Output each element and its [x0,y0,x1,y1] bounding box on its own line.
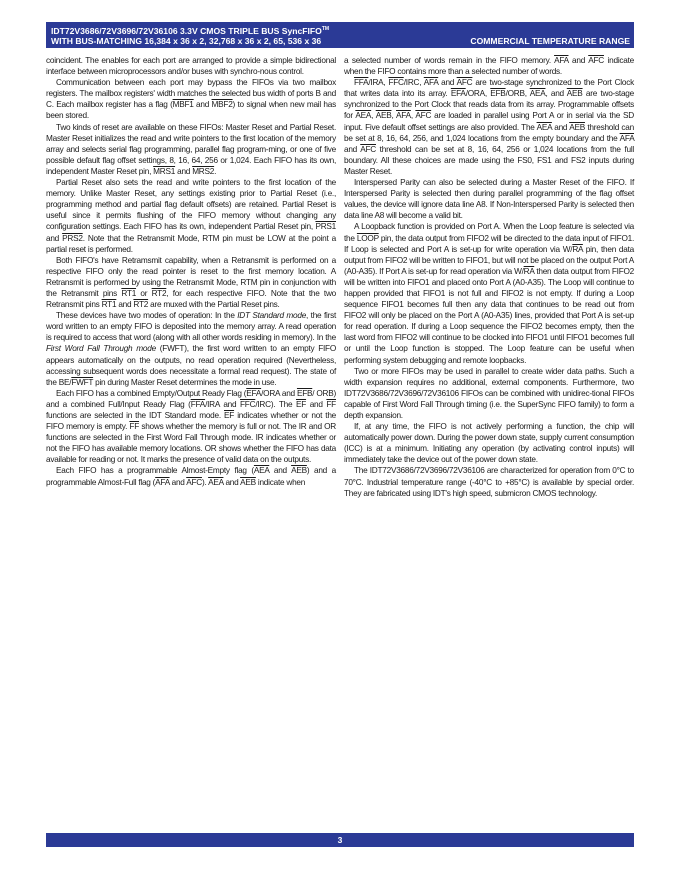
header-title-line2: WITH BUS-MATCHING 16,384 x 36 x 2, 32,768 x 36 x 2, 65, 536 x 36 [51,36,322,46]
signal-name: $\overline{FFC}$ [388,78,404,88]
signal-name: RT2 [151,288,167,298]
left-column [46,55,336,488]
paragraph: These devices have two modes of operation: In the IDT Standard mode, the first word written to an empty FIFO is deposited into the memory array. A read operation is required to access that word (along with all other words residing in memory). In the First Word Fall Through mode (FWFT), the first word written to an empty FIFO appears automatically on the outputs, no read operation required (Nevertheless, accessing subsequent words does necessitate a formal read request). The state of the BE/FWFT pin during Master Reset determines the mode in use. [46,311,336,387]
signal-name: MRS2 [192,166,215,176]
paragraph: Two or more FIFOs may be used in parallel to create wider data paths. Such a width expansion requires no additional, external components. Furthermore, two IDT72V3686/72V3696/72V36106 FIFOs can be combined with unidirec-tional FIFOs capable of First Word Fall Through timing (i.e. the SuperSync FIFO family) to form a depth expansion. [344,366,634,420]
signal-name: $\overline{FFC}$ [240,399,256,409]
paragraph: coincident. The enables for each port are arranged to provide a simple bidirectional interface between microprocessors and/or buses with synchro-nous control. [46,56,336,77]
signal-name: $\overline{AFA}$ [423,78,439,88]
paragraph: The IDT72V3686/72V3696/72V36106 are characterized for operation from 0°C to 70°C. Industrial temperature range (-40°C to +85°C) is available by special order. They are fabricated using IDT's high speed, submicron CMOS technology. [344,466,634,498]
signal-name: $\overline{AEB}$ [569,122,585,132]
page-footer [46,833,634,847]
signal-name: $\overline{FFA}$ [190,399,206,409]
signal-name: LOOP [356,233,379,243]
emphasis: First Word Fall Through mode [46,344,156,354]
paragraph: A Loopback function is provided on Port A. When the Loop feature is selected via the LOOP pin, the data output from FIFO2 will be directed to the data input of FIFO1. If Loop is selected and Port A is set-up for write operation via $W/\overline{RA}$ pin, then data output from FIFO2 will be written to FIFO1, but will not be placed on the output Port A (A0-A35). If Port A is set-up for read operation via $W/\overline{RA}$ then data output from FIFO2 will be written into FIFO1 and placed onto Port A (A0-A35). The Loop will continue to happen provided that FIFO1 is not full and FIFO2 is not empty. If during a Loop sequence FIFO1 becomes full then any data that continues to be read out from FIFO2 will only be placed on the Port A (A0-A35) lines, provided that Port A is set-up for read operation. If during a Loop sequence the FIFO2 becomes empty, then the last word from FIFO2 will continue to be clocked into FIFO1 until FIFO1 becomes full or until the Loop function is stopped. The Loop feature can be useful when performing system debugging and remote loopbacks. [344,222,635,365]
signal-name: MRS1 [153,166,176,176]
paragraph: Two kinds of reset are available on these FIFOs: Master Reset and Partial Reset. Master Reset initializes the read and write pointers to the first location of the memory array and selects serial flag programming, parallel flag program-ming, or one of five possible default flag offset settings, 8, 16, 64, 256 or 1,024. Each FIFO has its own, independent Master Reset pin, MRS1 and MRS2. [46,122,336,176]
signal-name: $\overline{AEB}$ [566,89,583,99]
signal-name: $\overline{FF}$ [326,399,336,409]
signal-name: $\overline{AFA}$ [155,477,170,487]
signal-name: $\overline{AEA}$ [529,89,546,99]
paragraph: $\overline{FFA}$/IRA, $\overline{FFC}$/IRC, $\overline{AFA}$ and $\overline{AFC}$ are two-stage synchronized to the Port Clock that writes data into its array. $\overline{EFA}$/ORA, $\overline{EFB}$/ORB, $\overline{AEA}$, and $\overline{AEB}$ are two-stage synchronized to the Port Clock that reads data from its array. Programmable offsets for $\overline{AEA}$, $\overline{AEB}$, $\overline{AFA}$, $\overline{AFC}$ are loaded in parallel using Port A or in serial via the SD input. Five default offset settings are also provided. The $\overline{AEA}$ and $\overline{AEB}$ threshold can be set at 8, 16, 64, 256, and 1,024 locations from the empty boundary and the $\overline{AFA}$ and $\overline{AFC}$ threshold can be set at 8, 16, 64, 256 or 1,024 locations from the full boundary. All these choices are made using the FS0, FS1 and FS2 inputs during Master Reset. [344,78,634,176]
signal-name: $\overline{RA}$ [572,244,583,254]
signal-name: $\overline{AEB}$ [240,477,256,487]
paragraph: Interspersed Parity can also be selected during a Master Reset of the FIFO. If Interspersed Parity is selected then during parallel programming of the flag offset values, the device will ignore data line A8. If Non-Interspersed Parity is selected then data line A8 will become a valid bit. [344,178,634,221]
signal-name: $\overline{AEA}$ [355,111,372,121]
signal-name: $\overline{FF}$ [129,422,140,432]
signal-name: $\overline{AEA}$ [253,466,270,476]
header-temperature-range: COMMERCIAL TEMPERATURE RANGE [470,36,630,46]
signal-name: $\overline{AEB}$ [375,111,392,121]
signal-name: RT1 [121,288,137,298]
signal-name: $\overline{RA}$ [523,266,535,276]
signal-name: MBF2 [211,100,233,110]
signal-name: $\overline{AFA}$ [554,56,569,65]
paragraph: Each FIFO has a programmable Almost-Empty flag ($\overline{AEA}$ and $\overline{AEB}$) and a programmable Almost-Full flag ($\overline{AFA}$ and $\overline{AFC}$). $\overline{AEA}$ and $\overline{AEB}$ indicate when [46,466,336,487]
signal-name: $\overline{EF}$ [224,411,235,420]
paragraph: If, at any time, the FIFO is not actively performing a function, the chip will automatically power down. During the power down state, supply current consumption (ICC) is at a minimum. Initiating any operation (by activating control inputs) will immediately take the device out of the power down state. [344,422,634,465]
signal-name: $\overline{AEA}$ [536,122,552,132]
signal-name: $\overline{FFA}$ [354,78,369,88]
signal-name: $\overline{EF}$ [296,399,307,409]
header-title-text: IDT72V3686/72V3696/72V36106 3.3V CMOS TRIPLE BUS SyncFIFO [51,25,322,36]
signal-name: $\overline{AEA}$ [208,477,224,487]
signal-name: $\overline{EFA}$ [246,388,262,398]
trademark: TM [321,26,330,32]
paragraph: a selected number of words remain in the FIFO memory. $\overline{AFA}$ and $\overline{AFC}$ indicate when the FIFO contains more than a selected number of words. [344,56,635,77]
signal-name: PRS2 [62,233,83,243]
signal-name: $\overline{AFC}$ [415,111,432,121]
paragraph: Partial Reset also sets the read and write pointers to the first location of the memory. Unlike Master Reset, any settings existing prior to Partial Reset (i.e., programming method and partial flag default offsets) are retained. Partial Reset is useful since it permits flushing of the FIFO memory without changing any configuration settings. Each FIFO has its own, independent Partial Reset pin, PRS1 and PRS2. Note that the Retransmit Mode, RTM pin must be LOW at the point a partial reset is performed. [46,178,336,254]
page-number: 3 [337,835,343,845]
paragraph: Communication between each port may bypass the FIFOs via two mailbox registers. The mailbox registers' width matches the selected bus width of ports B and C. Each mailbox register has a flag (MBF1 and MBF2) to signal when new mail has been stored. [46,78,336,121]
paragraph: Each FIFO has a combined Empty/Output Ready Flag ($\overline{EFA}$/ORA and $\overline{EFB}/$ ORB) and a combined Full/Input Ready Flag ($\overline{FFA}$/IRA and $\overline{FFC}/IRC$). The $\overline{EF}$ and $\overline{FF}$ functions are selected in the IDT Standard mode. $\overline{EF}$ indicates whether or not the FIFO memory is empty. $\overline{FF}$ shows whether the memory is full or not. The IR and OR functions are selected in the First Word Fall Through mode. IR indicates whether or not the FIFO has available memory locations. OR shows whether the FIFO has data available for reading or not. It marks the presence of valid data on the outputs. [46,388,337,465]
signal-name: $\overline{AFC}$ [456,78,473,88]
signal-name: RT2 [133,300,149,310]
signal-name: $\overline{AFA}$ [619,133,634,143]
signal-name: $\overline{EFB}$ [296,388,313,398]
signal-name: $\overline{EFA}$ [450,89,466,99]
signal-name: $\overline{AEB}$ [291,466,307,476]
signal-name: $\overline{EFB}$ [490,89,506,99]
emphasis: IDT Standard mode [237,311,307,321]
signal-name: RT1 [101,300,117,310]
page-header [46,22,634,48]
signal-name: FWFT [71,377,94,387]
paragraph: Both FIFO's have Retramsmit capability, when a Retransmit is performed on a respective FIFO only the read pointer is reset to the first memory location. A Retransmit is performed by using the Retransmit Mode, RTM pin in conjunction with the Retransmit pins RT1 or RT2, for each respective FIFO. Note that the two Retransmit pins RT1 and RT2 are muxed with the Partial Reset pins. [46,255,336,310]
right-column [344,55,634,499]
signal-name: $\overline{AFC}$ [186,477,202,487]
signal-name: $\overline{AFC}$ [588,56,604,65]
signal-name: MBF1 [172,100,194,110]
signal-name: $\overline{AFA}$ [396,111,411,121]
signal-name: $\overline{AFC}$ [360,144,376,154]
signal-name: PRS1 [315,222,336,232]
